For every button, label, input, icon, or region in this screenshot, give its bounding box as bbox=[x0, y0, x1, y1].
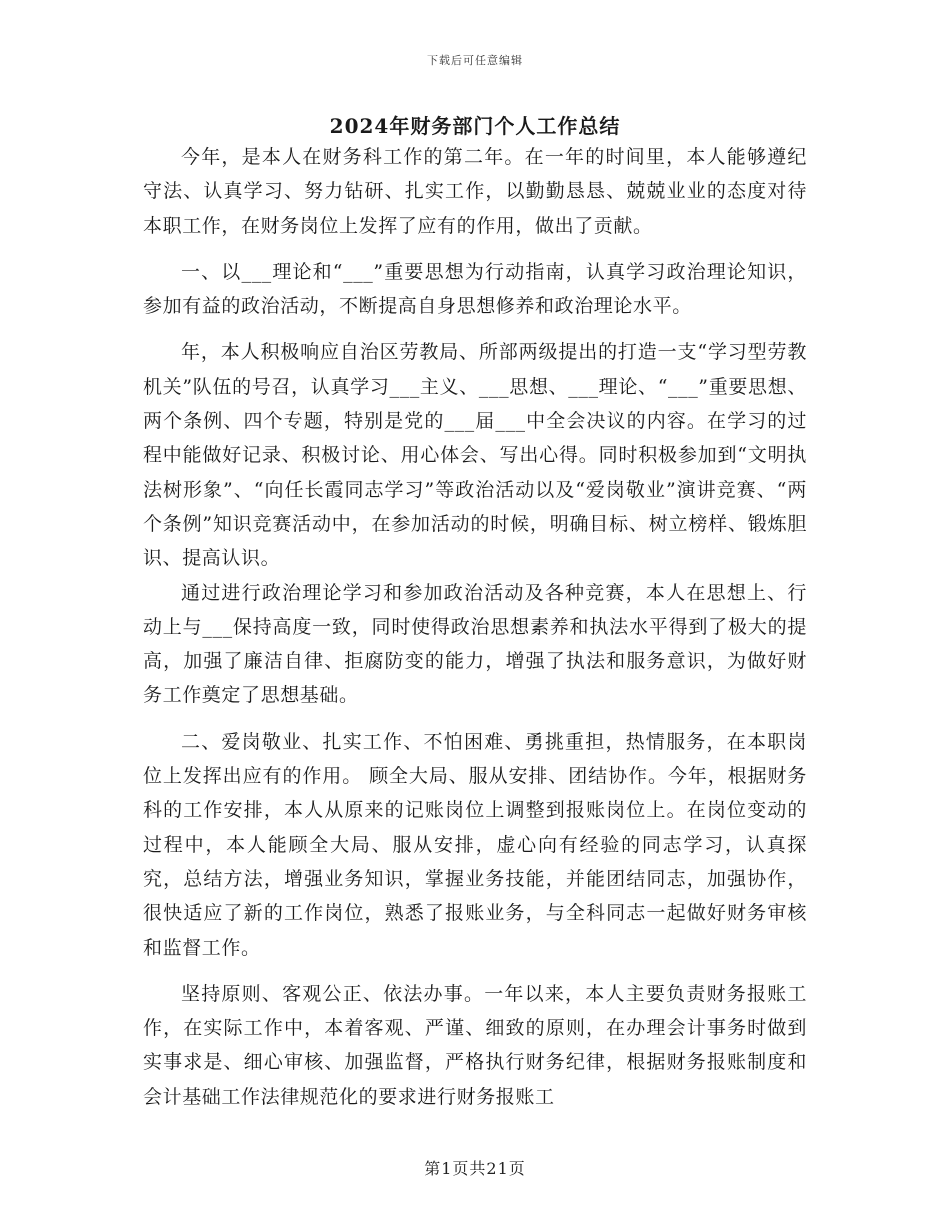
paragraph-intro: 今年，是本人在财务科工作的第二年。在一年的时间里，本人能够遵纪守法、认真学习、努力钻研、扎实工作，以勤勤恳恳、兢兢业业的态度对待本职工作，在财务岗位上发挥了应有的作用，做出了贡献。 bbox=[143, 146, 807, 237]
paragraph-study-activities: 年，本人积极响应自治区劳教局、所部两级提出的打造一支“学习型劳教机关”队伍的号召，认真学习___主义、___思想、___理论、“___”重要思想、两个条例、四个专题，特别是党的___届___中全会决议的内容。在学习的过程中能做好记录、积极讨论、用心体会、写出心得。同时积极参加到“文明执法树形象”、“向任长霞同志学习”等政治活动以及“爱岗敬业”演讲竞赛、“两个条例”知识竞赛活动中，在参加活动的时候，明确目标、树立榜样、锻炼胆识、提高认识。 bbox=[143, 341, 807, 570]
paragraph-section-one-heading: 一、以___理论和“___”重要思想为行动指南，认真学习政治理论知识，参加有益的政治活动，不断提高自身思想修养和政治理论水平。 bbox=[143, 260, 807, 318]
page-number-footer: 第1页共21页 bbox=[424, 1159, 526, 1178]
document-title: 2024年财务部门个人工作总结 bbox=[329, 114, 621, 138]
paragraph-principles: 坚持原则、客观公正、依法办事。一年以来，本人主要负责财务报账工作，在实际工作中，本着客观、严谨、细致的原则，在办理会计事务时做到实事求是、细心审核、加强监督，严格执行财务纪律，根据财务报账制度和会计基础工作法律规范化的要求进行财务报账工 bbox=[143, 982, 807, 1108]
document-body bbox=[143, 140, 807, 1114]
paragraph-study-results: 通过进行政治理论学习和参加政治活动及各种竞赛，本人在思想上、行动上与___保持高度一致，同时使得政治思想素养和执法水平得到了极大的提高，加强了廉洁自律、拒腐防变的能力，增强了执法和服务意识，为做好财务工作奠定了思想基础。 bbox=[143, 581, 807, 707]
paragraph-section-two: 二、爱岗敬业、扎实工作、不怕困难、勇挑重担，热情服务，在本职岗位上发挥出应有的作用。 顾全大局、服从安排、团结协作。今年，根据财务科的工作安排，本人从原来的记账岗位上调整到报账岗位上。在岗位变动的过程中，本人能顾全大局、服从安排，虚心向有经验的同志学习，认真探究，总结方法，增强业务知识，掌握业务技能，并能团结同志，加强协作，很快适应了新的工作岗位，熟悉了报账业务，与全科同志一起做好财务审核和监督工作。 bbox=[143, 730, 807, 959]
download-editable-note: 下载后可任意编辑 bbox=[427, 54, 523, 67]
